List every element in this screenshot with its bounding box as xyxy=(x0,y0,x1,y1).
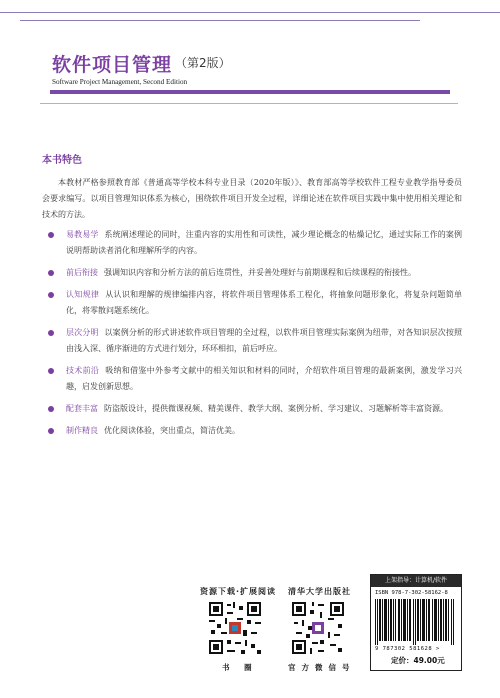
book-title: 软件项目管理 xyxy=(52,54,173,76)
title-bar xyxy=(50,90,450,94)
price: 定价：49.00元 xyxy=(391,656,445,665)
feature-item xyxy=(42,401,462,417)
qr-right-caption: 官方微信号 xyxy=(288,663,356,672)
bullet-icon xyxy=(48,270,54,276)
feature-text: 防盗版设计，提供微课视频、精美课件、教学大纲、案例分析、学习建议、习题解析等丰富资源。 xyxy=(104,404,448,413)
feature-text: 优化阅读体验，突出重点，简洁优美。 xyxy=(104,426,240,435)
feature-name: 技术前沿 xyxy=(66,366,100,375)
section-heading: 本书特色 xyxy=(42,155,82,166)
barcode-digits: 9 787302 581628 > xyxy=(375,646,440,652)
book-edition: （第2版） xyxy=(175,56,231,70)
barcode-block xyxy=(370,574,462,671)
qr-code-icon xyxy=(207,600,263,656)
shelving-category: 上架指导：计算机/软件 xyxy=(371,575,461,587)
feature-text: 从认识和理解的规律编排内容，将软件项目管理体系工程化，将抽象问题形象化，将复杂问题简单化，将零散问题系统化。 xyxy=(66,290,462,315)
feature-item xyxy=(42,325,462,357)
feature-text: 强调知识内容和分析方法的前后连贯性，并妥善处理好与前期课程和后续课程的衔接性。 xyxy=(104,268,416,277)
feature-list xyxy=(42,227,462,445)
qr-code-icon xyxy=(290,600,346,656)
feature-item xyxy=(42,227,462,259)
bullet-icon xyxy=(48,292,54,298)
bullet-icon xyxy=(48,330,54,336)
feature-item xyxy=(42,363,462,395)
bullet-icon xyxy=(48,368,54,374)
top-short-rule xyxy=(20,20,420,21)
divider xyxy=(40,103,458,104)
feature-item xyxy=(42,265,462,281)
isbn-text: ISBN 978-7-302-58162-8 xyxy=(375,590,448,596)
feature-item xyxy=(42,287,462,319)
qr-left-title: 资源下载·扩展阅读 xyxy=(200,587,277,596)
book-subtitle: Software Project Management, Second Edition xyxy=(52,78,188,86)
bullet-icon xyxy=(48,232,54,238)
feature-name: 层次分明 xyxy=(66,328,99,337)
feature-name: 易教易学 xyxy=(66,230,99,239)
feature-text: 以案例分析的形式讲述软件项目管理的全过程，以软件项目管理实际案例为纽带，对各知识层次按照由浅入深、循序渐进的方式进行划分，环环相扣，前后呼应。 xyxy=(66,328,463,353)
bullet-icon xyxy=(48,428,54,434)
feature-text: 系统阐述理论的同时，注重内容的实用性和可读性，减少理论概念的枯燥记忆，通过实际工作的案例说明帮助读者消化和理解所学的内容。 xyxy=(66,230,463,255)
qr-right-title: 清华大学出版社 xyxy=(288,587,351,596)
intro-paragraph: 本教材严格参照教育部《普通高等学校本科专业目录（2020年版）》、教育部高等学校软件工程专业教学指导委员会要求编写。以项目管理知识体系为核心，围绕软件项目开发全过程，详细论述在软件项目实践中集中使用相关理论和技术的方法。 xyxy=(42,178,462,219)
bullet-icon xyxy=(48,406,54,412)
feature-name: 前后衔接 xyxy=(66,268,98,277)
feature-name: 认知规律 xyxy=(66,290,100,299)
qr-left-caption: 书 圈 xyxy=(222,663,258,672)
feature-text: 吸纳和借鉴中外参考文献中的相关知识和材料的同时，介绍软件项目管理的最新案例，激发学习兴趣，启发创新思想。 xyxy=(66,366,462,391)
feature-item xyxy=(42,423,462,439)
feature-name: 配套丰富 xyxy=(66,404,98,413)
top-rule xyxy=(0,12,500,13)
barcode-icon xyxy=(375,599,457,645)
feature-name: 制作精良 xyxy=(66,426,98,435)
